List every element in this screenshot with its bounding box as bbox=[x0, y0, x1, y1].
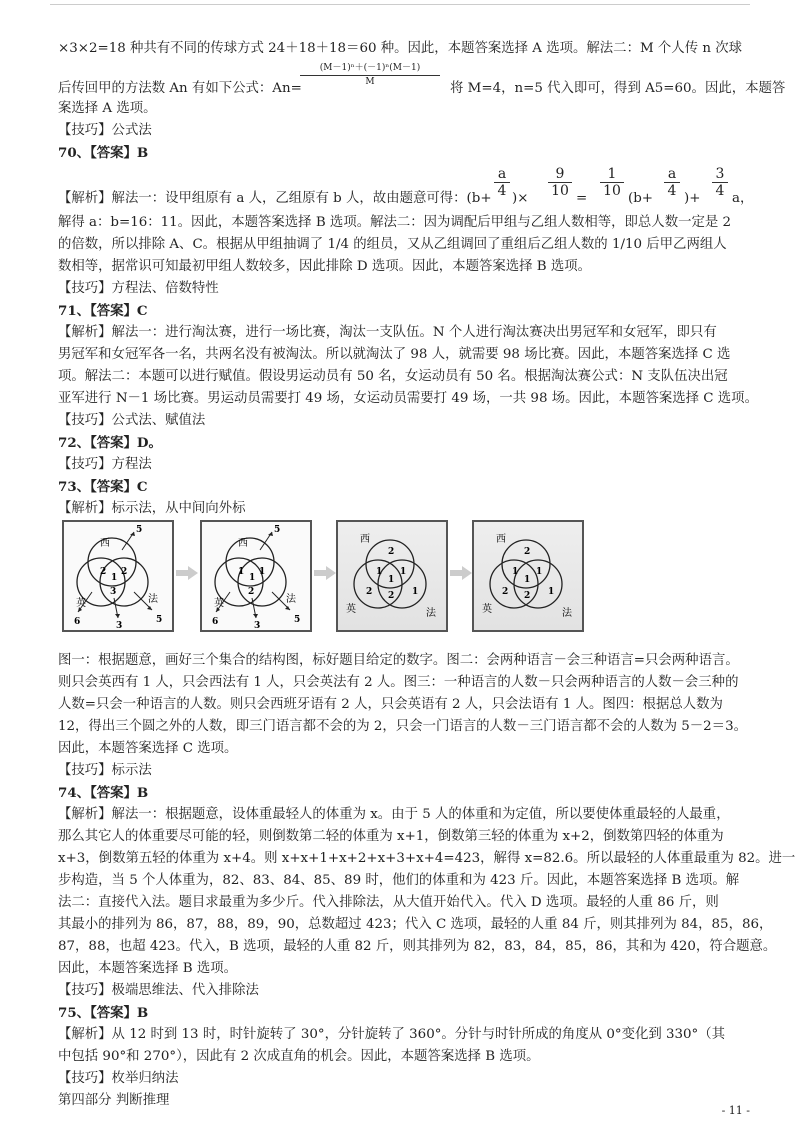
text-line: 【解析】解法一：设甲组原有 a 人，乙组原有 b 人，故由题意可得：(b+ bbox=[58, 191, 492, 206]
text-line: 那么其它人的体重要尽可能的轻，则倒数第二轻的体重为 x+1，倒数第三轻的体重为 x+2，倒数第四轻的体重为 bbox=[58, 829, 724, 844]
fraction bbox=[494, 166, 510, 199]
venn-graphic bbox=[202, 522, 310, 630]
fraction-den: 4 bbox=[712, 182, 728, 199]
text-line: )+ bbox=[684, 191, 701, 206]
venn-number: 1 bbox=[388, 575, 395, 585]
text-line: 的倍数，所以排除 A、C。根据从甲组抽调了 1/4 的组员，又从乙组调回了重组后乙组人数的 1/10 后甲乙两组人 bbox=[58, 237, 727, 252]
venn-number: 1 bbox=[524, 575, 531, 585]
formula-denominator: M bbox=[300, 75, 440, 89]
venn-graphic bbox=[64, 522, 172, 630]
venn-label: 法 bbox=[286, 594, 296, 605]
fraction-den: 4 bbox=[664, 182, 680, 199]
technique-line: 【技巧】方程法、倍数特性 bbox=[58, 281, 219, 296]
text-line: 【解析】解法一：根据题意，设体重最轻人的体重为 x。由于 5 人的体重和为定值，所以要使体重最轻的人最重， bbox=[58, 807, 730, 822]
text-line: 解得 a：b=16：11。因此，本题答案选择 B 选项。解法二：因为调配后甲组与乙组人数相等，即总人数一定是 2 bbox=[58, 215, 732, 230]
text-line: 因此，本题答案选择 C 选项。 bbox=[58, 741, 238, 756]
venn-label: 西 bbox=[496, 534, 506, 545]
text-line: 12，得出三个圆之外的人数，即三门语言都不会的为 2，只会一门语言的人数－三门语言都不会的人数为 5－2＝3。 bbox=[58, 719, 747, 734]
section-heading: 第四部分 判断推理 bbox=[58, 1093, 170, 1108]
text-line: ×3×2=18 种共有不同的传球方式 24＋18＋18＝60 种。因此，本题答案选择 A 选项。解法二：M 个人传 n 次球 bbox=[58, 41, 743, 56]
technique-line: 【技巧】枚举归纳法 bbox=[58, 1071, 179, 1086]
text-line: 【解析】解法一：进行淘汰赛，进行一场比赛，淘汰一支队伍。N 个人进行淘汰赛决出男冠军和女冠军，即只有 bbox=[58, 325, 717, 340]
text-line: 数相等，据常识可知最初甲组人数较多，因此排除 D 选项。因此，本题答案选择 B 选项。 bbox=[58, 259, 592, 274]
venn-label: 西 bbox=[360, 534, 370, 545]
page-number: - 11 - bbox=[721, 1104, 750, 1117]
venn-number: 2 bbox=[100, 567, 107, 577]
fraction-num: 1 bbox=[607, 166, 617, 182]
text-line: 其最小的排列为 86，87，88，89，90，总数超过 423；代入 C 选项，最轻的人重 84 斤，则其排列为 84，85，86， bbox=[58, 917, 773, 932]
text-line: 男冠军和女冠军各一名，共两名没有被淘汰。所以就淘汰了 98 人，就需要 98 场比赛。因此，本题答案选择 C 选 bbox=[58, 347, 731, 362]
formula-numerator: (M－1)ⁿ＋(－1)ⁿ(M－1) bbox=[319, 63, 421, 73]
venn-number: 5 bbox=[136, 525, 143, 535]
venn-number: 2 bbox=[524, 547, 531, 557]
text-line: 后传回甲的方法数 An 有如下公式：An= bbox=[58, 81, 302, 96]
fraction bbox=[664, 166, 680, 199]
fraction-den: 10 bbox=[548, 182, 572, 199]
text-line: 法二：直接代入法。题目求最重为多少斤。代入排除法，从大值开始代入。代入 D 选项。最轻的人重 86 斤，则 bbox=[58, 895, 719, 910]
answer-heading: 75、【答案】B bbox=[58, 1005, 149, 1021]
text-line: a， bbox=[732, 191, 754, 206]
text-line: 人数=只会一种语言的人数。则只会西班牙语有 2 人，只会英语有 2 人，只会法语有 1 人。图四：根据总人数为 bbox=[58, 697, 723, 712]
venn-number: 2 bbox=[366, 587, 373, 597]
arrow-right-icon bbox=[176, 566, 198, 580]
venn-number: 2 bbox=[248, 587, 255, 597]
answer-heading: 74、【答案】B bbox=[58, 785, 149, 801]
venn-number: 3 bbox=[254, 621, 261, 630]
technique-line: 【技巧】极端思维法、代入排除法 bbox=[58, 983, 259, 998]
fraction-num: 3 bbox=[715, 166, 725, 182]
text-line: (b+ bbox=[628, 191, 654, 206]
venn-number: 2 bbox=[388, 591, 395, 601]
venn-label: 英 bbox=[76, 598, 86, 609]
venn-number: 1 bbox=[548, 587, 555, 597]
arrow-right-icon bbox=[450, 566, 472, 580]
technique-line: 【技巧】标示法 bbox=[58, 763, 152, 778]
answer-heading: 72、【答案】D。 bbox=[58, 435, 162, 451]
venn-label: 英 bbox=[482, 604, 492, 615]
text-line: 步构造，当 5 个人体重为，82、83、84、85、89 时，他们的体重和为 423 斤。因此，本题答案选择 B 选项。解 bbox=[58, 873, 740, 888]
venn-number: 2 bbox=[524, 591, 531, 601]
venn-graphic bbox=[474, 522, 582, 630]
venn-number: 5 bbox=[156, 615, 163, 625]
text-line: 案选择 A 选项。 bbox=[58, 101, 157, 116]
fraction-num: a bbox=[667, 166, 677, 182]
text-line: 图一：根据题意，画好三个集合的结构图，标好题目给定的数字。图二：会两种语言－会三种语言=只会两种语言。 bbox=[58, 653, 739, 668]
venn-number: 1 bbox=[259, 567, 266, 577]
answer-heading: 73、【答案】C bbox=[58, 479, 148, 495]
venn-label: 法 bbox=[148, 594, 158, 605]
venn-number: 3 bbox=[110, 587, 117, 597]
text-line: = bbox=[576, 191, 588, 206]
venn-label: 法 bbox=[426, 608, 436, 619]
fraction bbox=[548, 166, 572, 199]
venn-number: 6 bbox=[212, 617, 219, 627]
venn-number: 1 bbox=[238, 567, 245, 577]
text-line: 87，88，也超 423。代入，B 选项，最轻的人重 82 斤，则其排列为 82，83，84，85，86，其和为 420，符合题意。 bbox=[58, 939, 777, 954]
fraction-num: a bbox=[497, 166, 507, 182]
venn-number: 2 bbox=[121, 567, 128, 577]
text-line: 项。解法二：本题可以进行赋值。假设男运动员有 50 名，女运动员有 50 名。根据淘汰赛公式：N 支队伍决出冠 bbox=[58, 369, 728, 384]
venn-label: 西 bbox=[238, 538, 248, 549]
venn-number: 3 bbox=[116, 621, 123, 630]
fraction bbox=[600, 166, 624, 199]
text-line: 中包括 90°和 270°），因此有 2 次成直角的机会。因此，本题答案选择 B 选项。 bbox=[58, 1049, 540, 1064]
text-line: )× bbox=[512, 191, 529, 206]
venn-number: 1 bbox=[512, 567, 519, 577]
venn-number: 1 bbox=[111, 573, 118, 583]
technique-line: 【技巧】公式法、赋值法 bbox=[58, 413, 206, 428]
venn-label: 法 bbox=[562, 608, 572, 619]
venn-number: 2 bbox=[388, 547, 395, 557]
venn-number: 1 bbox=[412, 587, 419, 597]
technique-line: 【技巧】方程法 bbox=[58, 457, 152, 472]
fraction bbox=[712, 166, 728, 199]
page-top-rule bbox=[50, 4, 750, 5]
venn-label: 英 bbox=[214, 598, 224, 609]
venn-number: 5 bbox=[274, 525, 281, 535]
text-line: x+3，倒数第五轻的体重为 x+4。则 x+x+1+x+2+x+3+x+4=423，解得 x=82.6。所以最轻的人体重最重为 82。进一 bbox=[58, 851, 796, 866]
fraction-num: 9 bbox=[555, 166, 565, 182]
venn-number: 1 bbox=[376, 567, 383, 577]
venn-number: 6 bbox=[74, 617, 81, 627]
venn-graphic bbox=[338, 522, 446, 630]
text-line: 【解析】标示法，从中间向外标 bbox=[58, 501, 246, 516]
formula-fraction bbox=[300, 62, 440, 89]
venn-diagram-2 bbox=[200, 520, 312, 632]
text-line: 因此，本题答案选择 B 选项。 bbox=[58, 961, 238, 976]
venn-diagram-1 bbox=[62, 520, 174, 632]
venn-number: 1 bbox=[400, 567, 407, 577]
venn-diagram-3 bbox=[336, 520, 448, 632]
text-line: 将 M=4，n=5 代入即可，得到 A5=60。因此，本题答 bbox=[450, 81, 786, 96]
arrow-right-icon bbox=[314, 566, 336, 580]
venn-number: 1 bbox=[536, 567, 543, 577]
venn-diagram-4 bbox=[472, 520, 584, 632]
venn-number: 5 bbox=[294, 615, 301, 625]
fraction-den: 4 bbox=[494, 182, 510, 199]
venn-label: 西 bbox=[100, 538, 110, 549]
venn-label: 英 bbox=[346, 604, 356, 615]
answer-heading: 70、【答案】B bbox=[58, 145, 149, 161]
text-line: 亚军进行 N－1 场比赛。男运动员需要打 49 场，女运动员需要打 49 场，一共 98 场。因此，本题答案选择 C 选项。 bbox=[58, 391, 758, 406]
venn-number: 2 bbox=[502, 587, 509, 597]
technique-line: 【技巧】公式法 bbox=[58, 123, 152, 138]
answer-heading: 71、【答案】C bbox=[58, 303, 148, 319]
text-line: 【解析】从 12 时到 13 时，时针旋转了 30°，分针旋转了 360°。分针与时针所成的角度从 0°变化到 330°（其 bbox=[58, 1027, 726, 1042]
fraction-den: 10 bbox=[600, 182, 624, 199]
venn-number: 1 bbox=[249, 573, 256, 583]
text-line: 则只会英西有 1 人，只会西法有 1 人，只会英法有 2 人。图三：一种语言的人数－只会两种语言的人数－会三种的 bbox=[58, 675, 739, 690]
